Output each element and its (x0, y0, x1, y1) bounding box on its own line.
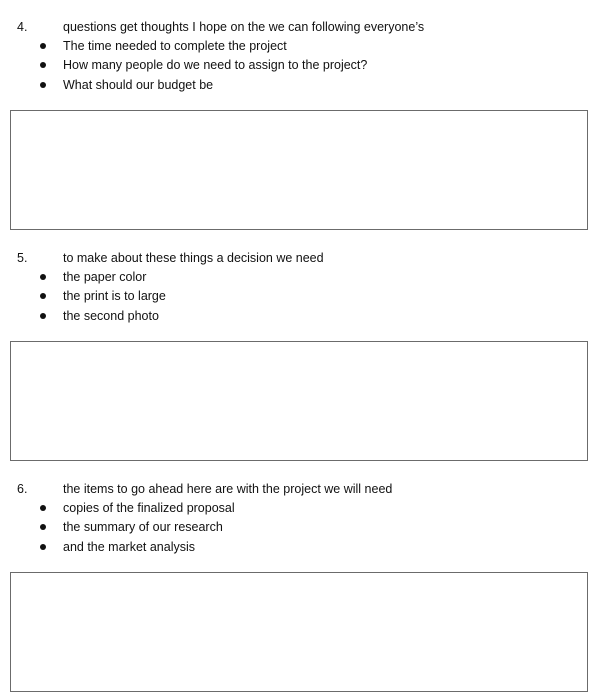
bullet-icon (40, 544, 46, 550)
question-number: 5. (17, 251, 28, 265)
answer-box-5[interactable] (10, 341, 588, 461)
bullet-text: the paper color (63, 270, 147, 284)
question-text: to make about these things a decision we need (63, 251, 324, 265)
bullet-icon (40, 82, 46, 88)
bullet-icon (40, 274, 46, 280)
bullet-text: copies of the finalized proposal (63, 501, 235, 515)
question-text: the items to go ahead here are with the project we will need (63, 482, 393, 496)
bullet-text: and the market analysis (63, 539, 196, 554)
bullet-text: the print is to large (63, 289, 166, 304)
question-number: 4. (17, 20, 28, 34)
bullet-icon (40, 62, 46, 68)
bullet-icon (40, 43, 46, 49)
question-prompt (0, 250, 597, 267)
answer-box-6[interactable] (10, 572, 588, 692)
bullet-text: How many people do we need to assign to the project? (63, 58, 368, 73)
question-number: 6. (17, 482, 28, 496)
bullet-text: the summary of our research (63, 520, 223, 535)
question-prompt (0, 481, 597, 498)
question-prompt (0, 19, 597, 36)
question-text: questions get thoughts I hope on the we can following everyone’s (63, 20, 425, 34)
answer-box-4[interactable] (10, 110, 588, 230)
bullet-text: What should our budget be (63, 77, 214, 92)
bullet-icon (40, 313, 46, 319)
bullet-text: the second photo (63, 308, 159, 323)
bullet-text: The time needed to complete the project (63, 39, 287, 53)
bullet-icon (40, 505, 46, 511)
bullet-icon (40, 293, 46, 299)
bullet-icon (40, 524, 46, 530)
